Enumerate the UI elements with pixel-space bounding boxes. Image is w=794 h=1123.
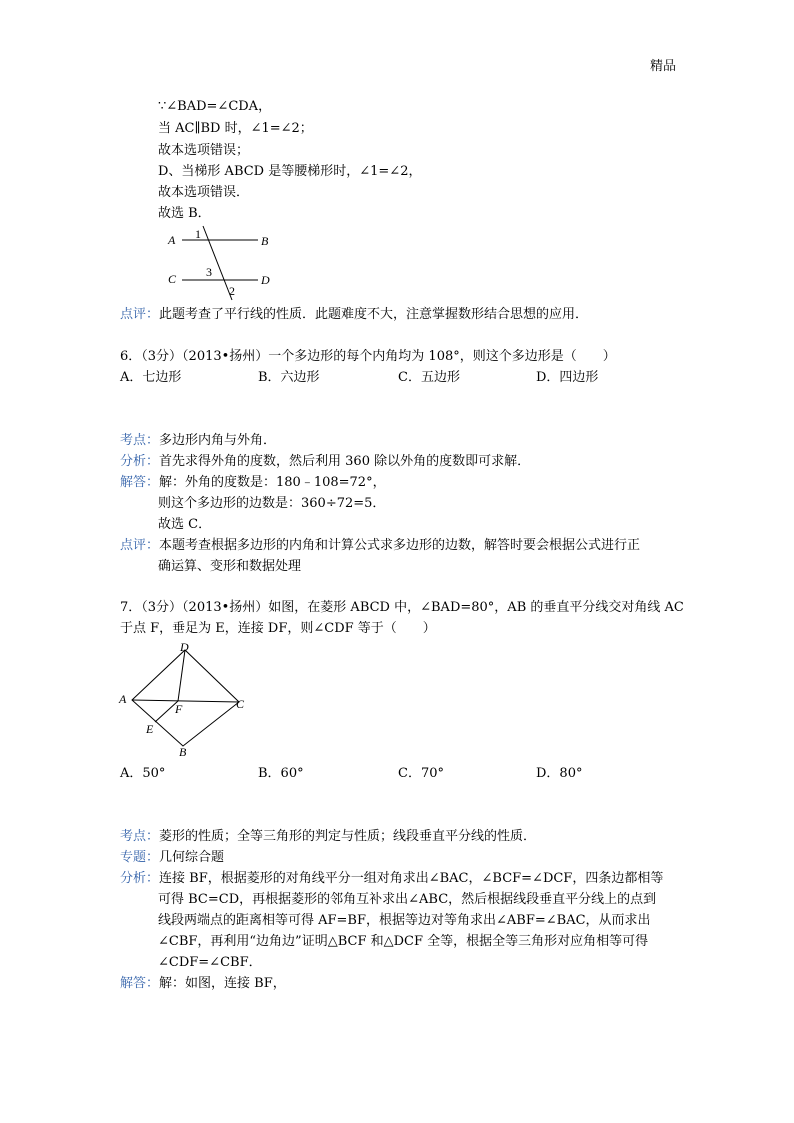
fig1-label-c: C <box>168 272 177 286</box>
fig2-label-d: D <box>180 640 189 654</box>
q6-jieda-2: 则这个多边形的边数是：360÷72=5． <box>158 496 386 511</box>
q6-jieda-label: 解答： <box>120 475 160 490</box>
q6-option-d: D．四边形 <box>536 370 599 385</box>
q6-fenxi-label: 分析： <box>120 454 160 469</box>
q7-stem-1: 7．（3分）（2013•扬州）如图，在菱形 ABCD 中，∠BAD=80°，AB 的垂直平分线交对角线 AC <box>120 600 684 615</box>
fig1-label-1: 1 <box>195 227 201 241</box>
q7-option-d: D．80° <box>536 766 583 781</box>
q7-fenxi-5: ∠CDF=∠CBF． <box>158 955 262 970</box>
q6-option-b: B．六边形 <box>258 370 320 385</box>
q6-dianping <box>120 537 640 555</box>
q7-jieda-1: 解：如图，连接 BF， <box>159 976 286 991</box>
prev-line-1: ∵∠BAD=∠CDA， <box>158 99 272 114</box>
fig1-label-d: D <box>261 273 270 287</box>
fig2-label-c: C <box>236 697 245 711</box>
fig2-label-f: F <box>175 702 183 716</box>
q7-kaodian <box>120 828 536 846</box>
q6-kaodian-label: 考点： <box>120 433 160 448</box>
q6-option-c: C．五边形 <box>398 370 460 385</box>
q6-option-a: A．七边形 <box>120 370 182 385</box>
fig2-label-e: E <box>146 722 154 736</box>
q7-fenxi-2: 可得 BC=CD，再根据菱形的邻角互补求出∠ABC，然后根据线段垂直平分线上的点到 <box>158 892 657 907</box>
q6-dianping-1: 本题考查根据多边形的内角和计算公式求多边形的边数，解答时要会根据公式进行正 <box>159 538 641 553</box>
fig1-label-b: B <box>261 234 269 248</box>
prev-line-4: D、当梯形 ABCD 是等腰梯形时，∠1=∠2， <box>158 164 422 179</box>
q7-zhuanti-text: 几何综合题 <box>159 850 225 865</box>
q7-jieda <box>120 975 286 993</box>
q7-fenxi-1: 连接 BF，根据菱形的对角线平分一组对角求出∠BAC，∠BCF=∠DCF，四条边都相等 <box>159 871 664 886</box>
fig2-label-a: A <box>119 692 127 706</box>
q7-option-b: B．60° <box>258 766 304 781</box>
q7-option-a: A．50° <box>120 766 166 781</box>
q7-fenxi-3: 线段两端点的距离相等可得 AF=BF，根据等边对等角求出∠ABF=∠BAC，从而求出 <box>158 913 651 928</box>
fig1-label-a: A <box>168 233 176 247</box>
q7-option-c: C．70° <box>398 766 444 781</box>
q6-fenxi <box>120 453 530 471</box>
fig2-label-b: B <box>179 745 187 759</box>
q6-kaodian-text: 多边形内角与外角． <box>159 433 277 448</box>
q7-fenxi-label: 分析： <box>120 871 160 886</box>
q6-jieda-3: 故选 C． <box>158 517 212 532</box>
page-header: 精品 <box>650 59 677 74</box>
q7-zhuanti <box>120 849 224 867</box>
q6-jieda-1: 解：外角的度数是：180﹣108=72°， <box>159 475 386 490</box>
q6-dianping-label: 点评： <box>120 538 160 553</box>
q6-dianping-2: 确运算、变形和数据处理 <box>158 559 302 574</box>
prev-line-2: 当 AC∥BD 时，∠1=∠2； <box>158 121 313 136</box>
q6-stem: 6．（3分）（2013•扬州）一个多边形的每个内角均为 108°，则这个多边形是（ ） <box>120 349 616 364</box>
q7-zhuanti-label: 专题： <box>120 850 160 865</box>
comment-text: 此题考查了平行线的性质．此题难度不大，注意掌握数形结合思想的应用． <box>159 307 589 322</box>
fig1-label-2: 2 <box>229 284 235 298</box>
q7-kaodian-text: 菱形的性质；全等三角形的判定与性质；线段垂直平分线的性质． <box>159 829 537 844</box>
prev-line-3: 故本选项错误； <box>158 143 250 158</box>
q7-fenxi <box>120 870 663 888</box>
prev-comment <box>120 306 588 324</box>
q7-jieda-label: 解答： <box>120 976 160 991</box>
q7-kaodian-label: 考点： <box>120 829 160 844</box>
rhombus-figure <box>115 640 255 762</box>
q6-kaodian <box>120 432 276 450</box>
comment-label: 点评： <box>120 307 160 322</box>
q7-fenxi-4: ∠CBF，再利用“边角边”证明△BCF 和△DCF 全等，根据全等三角形对应角相等可得 <box>158 934 649 949</box>
prev-line-5: 故本选项错误． <box>158 185 250 200</box>
prev-line-6: 故选 B． <box>158 206 211 221</box>
fig1-label-3: 3 <box>206 265 212 279</box>
q6-jieda <box>120 474 386 492</box>
q7-stem-2: 于点 F，垂足为 E，连接 DF，则∠CDF 等于（ ） <box>120 621 436 636</box>
parallel-lines-figure <box>160 224 280 302</box>
q6-fenxi-text: 首先求得外角的度数，然后利用 360 除以外角的度数即可求解． <box>159 454 531 469</box>
